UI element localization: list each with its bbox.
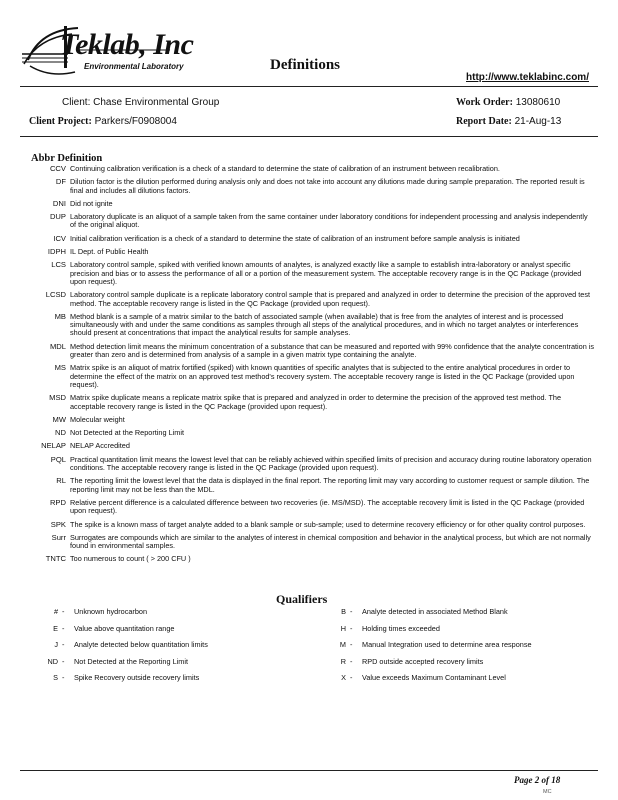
qualifier-row (44, 657, 304, 674)
qualifier-text: Holding times exceeded (362, 623, 440, 633)
definition-text: Molecular weight (70, 414, 125, 424)
definition-text: Practical quantitation limit means the lowest level that can be reliably achieved within specified limits of precision and accuracy during routine laboratory operation conditions. The acceptable recovery range is listed in the QC Package (provided upon request). (70, 454, 592, 473)
client-value: Chase Environmental Group (93, 97, 220, 108)
definition-text: IL Dept. of Public Health (70, 247, 149, 257)
footer-divider (20, 770, 598, 771)
qualifier-separator: - (350, 673, 353, 682)
definition-abbr: LCSD (45, 290, 66, 300)
website-link[interactable]: http://www.teklabinc.com/ (466, 72, 589, 83)
definition-row (20, 200, 598, 208)
qualifier-text: Analyte detected in associated Method Blank (362, 607, 508, 616)
definition-abbr: TNTC (45, 554, 66, 564)
qualifier-row (332, 624, 602, 641)
definition-text: The reporting limit the lowest level that the data is displayed in the final report. The reporting limit may vary according to customer request or sample dilution. The reporting limit may not be less than the MDL. (70, 476, 590, 494)
definition-row (20, 456, 598, 473)
definition-text: Matrix spike is an aliquot of matrix fortified (spiked) with known quantities of specific analytes that is subjected to the entire analytical procedures in order to determine the effect of the matrix on an approved test method's recovery system. The acceptable recovery range is listed in the QC Package (provided upon request). (70, 363, 575, 389)
definition-row (20, 261, 598, 286)
qualifier-code: B (341, 607, 346, 616)
qualifiers-left-column (44, 607, 304, 690)
definition-row (20, 364, 598, 389)
definition-row (20, 521, 598, 529)
definition-abbr: NELAP (41, 441, 66, 451)
definition-abbr: CCV (49, 164, 66, 173)
definition-row (20, 291, 598, 308)
definition-abbr: DNI (52, 198, 66, 208)
qualifier-text: Analyte detected below quantitation limits (74, 640, 208, 649)
definition-text: Surrogates are compounds which are similar to the analytes of interest in chemical composition and behavior in the analytical process, but which are not normally found in environmental samples. (70, 532, 591, 551)
qualifier-code: E (53, 623, 58, 633)
qualifiers-title: Qualifiers (276, 592, 328, 606)
definition-row (20, 442, 598, 450)
definition-row (20, 394, 598, 411)
page-number: Page 2 of 18 (514, 775, 561, 785)
definition-abbr: ND (55, 428, 66, 438)
definition-text: Laboratory control sample, spiked with verified known amounts of analytes, is analyzed exactly like a sample to establish intra-laboratory or analyst specific precision and bias or to assess the performance of all or a portion of the measurement system. The acceptable recovery range is in the QC Package (provided upon request). (70, 260, 582, 286)
qualifier-text: Manual Integration used to determine area response (362, 640, 532, 649)
definition-row (20, 178, 598, 195)
definition-text: Relative percent difference is a calculated difference between two recoveries (ie. MS/MSD). The acceptable recovery limit is listed in the QC Package (provided upon request). (70, 497, 585, 516)
qualifier-separator: - (350, 640, 353, 649)
qualifier-code: ND (47, 656, 58, 666)
definition-text: NELAP Accredited (70, 441, 130, 451)
qualifier-separator: - (62, 623, 65, 633)
qualifier-code: S (53, 673, 58, 682)
footer-mark: MC (543, 789, 552, 795)
qualifier-separator: - (62, 607, 65, 616)
qualifier-code: H (340, 623, 346, 633)
logo-wordmark: Teklab, Inc (60, 28, 194, 61)
qualifier-row (332, 607, 602, 624)
workorder-row (456, 97, 560, 108)
qualifier-text: Not Detected at the Reporting Limit (74, 656, 188, 666)
definition-row (20, 213, 598, 230)
definition-text: Too numerous to count ( > 200 CFU ) (70, 554, 191, 564)
workorder-value: 13080610 (515, 97, 561, 108)
definition-row (20, 534, 598, 551)
qualifier-separator: - (62, 656, 65, 666)
definition-row (20, 313, 598, 338)
definition-text: The spike is a known mass of target analyte added to a blank sample or sub-sample; used to determine recovery efficiency or for other quality control purposes. (70, 519, 586, 529)
definition-row (20, 235, 598, 243)
definition-text: Not Detected at the Reporting Limit (70, 428, 184, 438)
page-title: Definitions (270, 57, 341, 73)
qualifier-code: R (340, 656, 346, 666)
project-row (29, 116, 177, 127)
definition-abbr: MW (52, 414, 66, 424)
definition-abbr: MB (54, 311, 66, 321)
reportdate-label: Report Date: (456, 116, 512, 127)
qualifier-text: RPD outside accepted recovery limits (362, 656, 484, 666)
project-label: Client Project: (29, 116, 92, 127)
definition-abbr: ICV (53, 233, 66, 243)
definition-abbr: MDL (49, 341, 66, 351)
qualifier-code: # (53, 607, 58, 616)
definition-abbr: DF (55, 177, 66, 187)
definition-text: Method detection limit means the minimum concentration of a substance that can be measured and reported with 99% confidence that the analyte concentration is greater than zero and is determined from analysis of a sample in a given matrix type containing the analyte. (70, 341, 595, 360)
workorder-label: Work Order: (456, 97, 513, 108)
qualifiers-right-column (332, 607, 602, 690)
definition-row (20, 429, 598, 437)
qualifier-separator: - (62, 673, 65, 682)
qualifier-text: Value above quantitation range (74, 623, 175, 633)
header-divider (20, 86, 598, 87)
definition-row (20, 555, 598, 563)
definition-abbr: DUP (49, 212, 66, 222)
definition-row (20, 248, 598, 256)
qualifier-code: J (54, 640, 58, 649)
definition-row (20, 499, 598, 516)
qualifier-code: M (339, 640, 346, 649)
client-label: Client: (62, 97, 91, 108)
definition-abbr: IDPH (47, 247, 66, 257)
abbr-heading: Abbr Definition (31, 153, 103, 164)
qualifier-row (44, 607, 304, 624)
qualifier-separator: - (350, 656, 353, 666)
reportdate-row (456, 116, 561, 127)
project-value: Parkers/F0908004 (94, 116, 177, 127)
qualifier-row (332, 640, 602, 657)
qualifier-text: Spike Recovery outside recovery limits (74, 673, 200, 682)
definition-abbr: MSD (49, 393, 66, 403)
client-row (62, 97, 219, 108)
qualifier-row (44, 640, 304, 657)
definition-text: Initial calibration verification is a check of a standard to determine the state of calibration of an instrument before sample analysis is initiated (70, 233, 520, 243)
definition-abbr: MS (54, 363, 66, 373)
qualifier-row (332, 657, 602, 674)
definition-abbr: RL (56, 476, 66, 486)
logo-subtitle: Environmental Laboratory (84, 62, 184, 71)
definition-text: Laboratory control sample duplicate is a replicate laboratory control sample that is prepared and analyzed in order to determine the precision of the approved test method. The acceptable recovery range is listed in the QC Package (provided upon request). (70, 290, 590, 308)
definition-text: Did not ignite (70, 198, 113, 208)
reportdate-value: 21-Aug-13 (514, 116, 562, 127)
qualifier-row (332, 673, 602, 690)
qualifier-separator: - (62, 640, 65, 649)
qualifier-text: Unknown hydrocarbon (74, 607, 148, 616)
definitions-list (20, 165, 598, 569)
definition-abbr: PQL (50, 454, 66, 464)
definition-row (20, 165, 598, 173)
definition-text: Dilution factor is the dilution performed during analysis only and does not take into account any dilutions made during sample preparation. The reported result is final and includes all dilutions factors. (70, 177, 585, 195)
qualifier-separator: - (350, 623, 353, 633)
qualifier-text: Value exceeds Maximum Contaminant Level (362, 673, 506, 682)
qualifier-separator: - (350, 607, 353, 616)
definition-abbr: Surr (51, 532, 66, 542)
definition-text: Laboratory duplicate is an aliquot of a sample taken from the same container under laboratory conditions for independent processing and analysis independently of the original aliquot. (70, 212, 588, 230)
definition-abbr: LCS (51, 260, 66, 270)
definition-abbr: SPK (50, 519, 66, 529)
definition-row (20, 477, 598, 494)
qualifier-code: X (341, 673, 346, 682)
definition-row (20, 416, 598, 424)
definition-row (20, 343, 598, 360)
definition-text: Matrix spike duplicate means a replicate matrix spike that is prepared and analyzed in order to determine the precision of the approved test method. The acceptable recovery range is listed in the QC Package (provided upon request). (70, 393, 562, 411)
qualifier-row (44, 673, 304, 690)
definition-abbr: RPD (49, 497, 66, 507)
definition-text: Method blank is a sample of a matrix similar to the batch of associated sample (when available) that is free from the analytes of interest and is processed simultaneously with and under the same conditions as samples through all steps of the analytical procedures, and in which no target analytes or interferences should present at concentrations that impact the analytical results for sample analyses. (70, 311, 579, 338)
qualifier-row (44, 624, 304, 641)
meta-divider (20, 136, 598, 137)
definition-text: Continuing calibration verification is a check of a standard to determine the state of calibration of an instrument between recalibration. (70, 164, 500, 173)
